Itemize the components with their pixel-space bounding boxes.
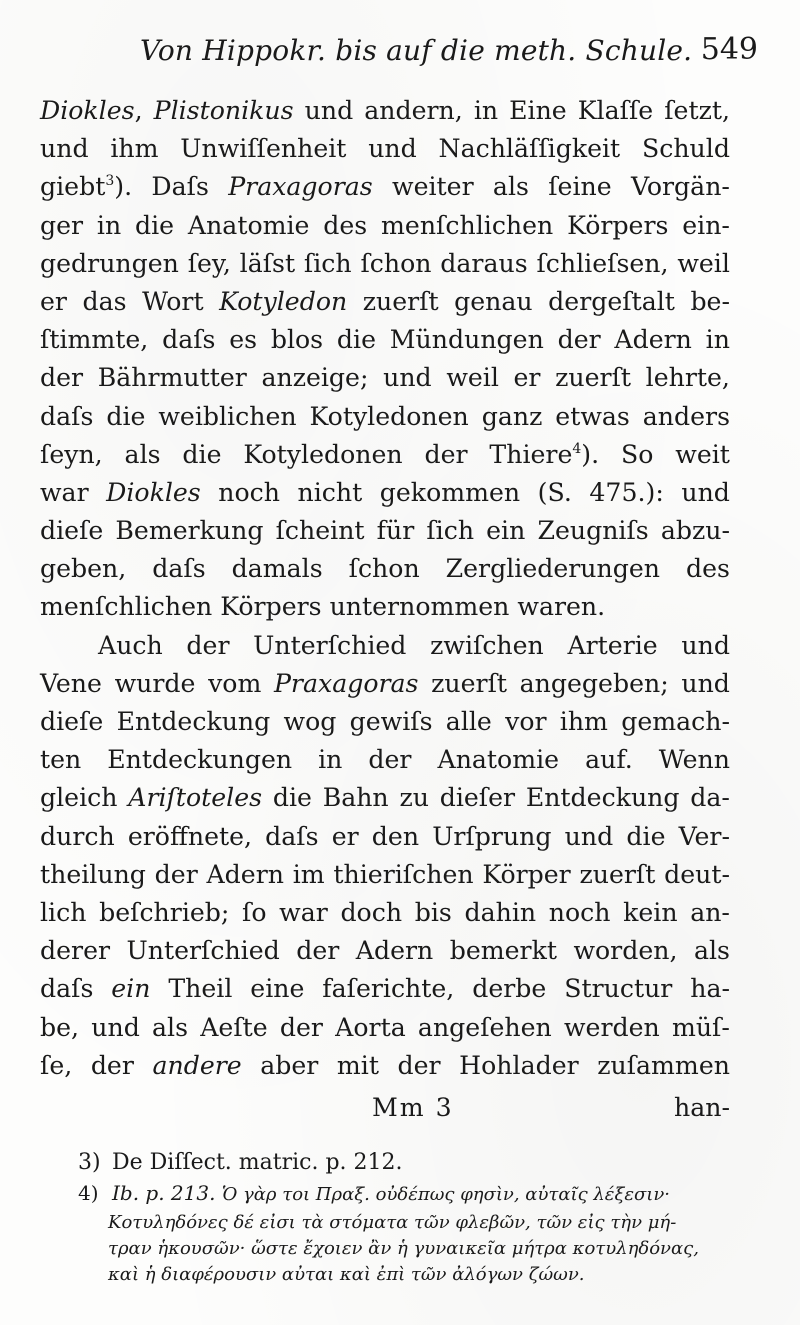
text-line (40, 970, 730, 1008)
text-line (40, 436, 730, 474)
footnote-mark: 3) (78, 1150, 101, 1175)
word: weiter (392, 172, 474, 202)
word: und (681, 630, 730, 660)
word: vom (208, 668, 262, 698)
word: und (564, 821, 614, 851)
word: weil (677, 248, 730, 278)
word: deut- (664, 859, 730, 889)
word: ten (40, 745, 82, 775)
word: Diokles (106, 477, 201, 507)
text-line (40, 283, 730, 321)
word: nicht (297, 477, 363, 507)
word: bemerkt (449, 936, 557, 966)
word: blos (270, 325, 324, 355)
word: Ver- (678, 821, 730, 851)
word: wurde (114, 668, 196, 698)
word: läſst (239, 248, 296, 278)
word: eine (250, 974, 305, 1004)
word: Vorgän- (630, 172, 730, 202)
word: der (279, 1012, 323, 1042)
word: Diokles, (40, 96, 143, 125)
word: Wenn (658, 745, 730, 775)
word: vor (505, 707, 547, 736)
word: ſo (242, 897, 267, 927)
footnote-reference-mark: 3 (105, 173, 115, 190)
text-line (40, 398, 730, 436)
word: und (91, 1012, 140, 1042)
word: zwiſchen (430, 630, 544, 660)
footnotes (78, 1148, 740, 1288)
word: der (424, 439, 468, 469)
text-segment: menſchlichen Körpers unternommen waren. (40, 592, 606, 622)
word: Unterſchied (253, 630, 407, 660)
word: ſe, (40, 1050, 73, 1080)
word: die (336, 325, 376, 355)
word: und (40, 134, 89, 164)
word: und (681, 668, 730, 698)
word: genau (454, 286, 533, 316)
text-line (40, 588, 730, 626)
footnote-mark: 4) (78, 1181, 99, 1205)
word: Kotyledonen (309, 401, 469, 431)
word: menſchlichen (381, 210, 554, 240)
word: Mündungen (389, 325, 544, 355)
word: und (383, 363, 432, 393)
word: Bahn (322, 783, 389, 813)
footnote-greek-line: Κοτυληδόνες δέ εἰσι τὰ στόματα τῶν φλεβῶν, τῶν εἰς τὴν μή- (108, 1212, 677, 1233)
word: der (368, 745, 412, 775)
word: für (376, 516, 415, 546)
footnote-4 (78, 1178, 740, 1288)
text-line (40, 207, 730, 245)
text-line (40, 932, 730, 970)
word: So (620, 439, 654, 469)
footnote-greek-line: Ὁ γὰρ τοι Πραξ. οὐδέπως φησὶν, αὐταῖς λέξεσιν· (221, 1184, 671, 1205)
word: daſs (265, 821, 319, 851)
word: Vene (40, 668, 102, 698)
word: daſs (40, 401, 94, 431)
text-line (40, 856, 730, 894)
footnote-text: De Diſſect. matric. p. 212. (112, 1150, 403, 1175)
word: gemach- (621, 707, 730, 736)
word: gleich (40, 783, 118, 813)
word: ſcheint (275, 516, 365, 546)
word: Anatomie (437, 745, 560, 775)
word: ſetzt, (664, 96, 730, 125)
word: und (681, 477, 730, 507)
word: zuerſt (431, 668, 508, 698)
word: gekommen (379, 477, 521, 507)
word: ſchlieſsen, (536, 248, 669, 278)
text-line (40, 627, 730, 665)
word: Theil (168, 974, 233, 1004)
word: lehrte, (645, 363, 730, 393)
text-line (40, 779, 730, 817)
word: dergeſtalt (548, 286, 675, 316)
word: kein (623, 897, 678, 927)
word: andern, (364, 96, 463, 125)
word: Wort (142, 286, 204, 316)
word: Schuld (641, 134, 730, 164)
word: be- (690, 286, 730, 316)
word: anzeige; (261, 363, 369, 393)
word: in (473, 96, 499, 125)
text-line (40, 512, 730, 550)
word: der (296, 936, 340, 966)
word: Klaſſe (577, 96, 654, 125)
word: in (318, 745, 343, 775)
word: da- (690, 783, 730, 813)
word: im (292, 859, 325, 889)
word: an- (690, 897, 730, 927)
text-line (40, 703, 730, 741)
word: ihm (110, 134, 159, 164)
word: derbe (472, 974, 547, 1004)
word: das (82, 286, 127, 316)
word: gedrungen (40, 248, 179, 278)
word: Entdeckung (525, 783, 680, 813)
word: er (513, 363, 541, 393)
word: Adern (355, 936, 434, 966)
word: gewiſs (349, 707, 433, 736)
word: ein (111, 974, 151, 1004)
word: Thiere$^4$). (489, 439, 600, 469)
word: in (96, 210, 122, 240)
text-line (40, 665, 730, 703)
word: mit (336, 1050, 379, 1080)
word: als (492, 172, 529, 202)
word: der (557, 325, 601, 355)
word: Nachläſſigkeit (438, 134, 621, 164)
signature-mark: Mm 3 (372, 1093, 454, 1122)
word: ihm (559, 707, 608, 736)
word: die (626, 821, 666, 851)
word: lich (40, 897, 87, 927)
word: der (186, 630, 230, 660)
word: noch (218, 477, 280, 507)
word: Daſs (151, 172, 209, 202)
word: und (304, 96, 354, 125)
word: alle (445, 707, 492, 736)
word: daſs (40, 974, 94, 1004)
text-line (40, 168, 730, 206)
word: eröffnete, (127, 821, 253, 851)
word: andere (152, 1050, 242, 1080)
word: die (182, 439, 222, 469)
word: der (154, 859, 198, 889)
word: daſs (152, 554, 206, 584)
word: Adern (206, 859, 284, 889)
word: auf. (585, 745, 633, 775)
word: wog (283, 707, 337, 736)
word: Auch (98, 630, 163, 660)
footnote-3 (78, 1148, 740, 1178)
word: ſich (426, 516, 475, 546)
word: Ariſtoteles (128, 783, 263, 813)
word: als (124, 439, 161, 469)
body-text (40, 92, 730, 1085)
word: zuerſt (555, 363, 632, 393)
word: es (229, 325, 258, 355)
word: ſchon (360, 248, 432, 278)
word: des (323, 210, 368, 240)
word: daſs (162, 325, 216, 355)
word: 475.): (589, 477, 664, 507)
word: zuſammen (597, 1050, 730, 1080)
word: dahin (464, 897, 537, 927)
word: angeſehen (417, 1012, 552, 1042)
word: müſ- (671, 1012, 730, 1042)
word: werden (563, 1012, 660, 1042)
word: abzu- (660, 516, 730, 546)
word: giebt$^3$). (40, 172, 133, 202)
word: ſchon (348, 554, 420, 584)
word: ganz (481, 401, 543, 431)
word: Unterſchied (126, 936, 280, 966)
footnote-greek-line: τραν ἡκουσῶν· ὥστε ἔχοιεν ἂν ἡ γυναικεῖα μήτρα κοτυληδόνας, (108, 1238, 699, 1259)
word: zu (399, 783, 429, 813)
word: Kotyledonen (243, 439, 403, 469)
word: etwas (555, 401, 630, 431)
page-header (140, 30, 758, 78)
text-line (40, 321, 730, 359)
word: ſeyn, (40, 439, 103, 469)
word: dieſe (40, 707, 104, 736)
word: dieſe (40, 516, 104, 546)
word: ger (40, 210, 84, 240)
word: Zeugniſs (537, 516, 649, 546)
word: anders (642, 401, 730, 431)
text-line (40, 1009, 730, 1047)
text-line (40, 474, 730, 512)
text-line (40, 818, 730, 856)
word: er (40, 286, 67, 316)
word: weit (675, 439, 730, 469)
word: beſchrieb; (99, 897, 230, 927)
word: geben, (40, 554, 127, 584)
word: Plistonikus (153, 96, 294, 125)
word: ſey, (187, 248, 231, 278)
word: Entdeckungen (107, 745, 293, 775)
word: Praxagoras (228, 172, 373, 202)
text-line (40, 359, 730, 397)
word: Aorta (335, 1012, 406, 1042)
word: ha- (690, 974, 730, 1004)
word: Adern (614, 325, 692, 355)
word: Structur (564, 974, 673, 1004)
word: als (693, 936, 730, 966)
word: der (40, 363, 84, 393)
word: der (397, 1050, 441, 1080)
word: Aeſte (200, 1012, 268, 1042)
word: ſeine (548, 172, 612, 202)
word: ſich (303, 248, 352, 278)
word: er (331, 821, 359, 851)
word: thieriſchen (333, 859, 474, 889)
word: zuerſt (362, 286, 439, 316)
footnote-reference-mark: 4 (572, 440, 582, 457)
word: damals (231, 554, 323, 584)
footnote-reference: Ib. p. 213. (112, 1181, 216, 1205)
text-line (40, 92, 730, 130)
word: Zergliederungen (445, 554, 660, 584)
word: Arterie (567, 630, 658, 660)
text-line (40, 550, 730, 588)
word: derer (40, 936, 111, 966)
word: Körpers (567, 210, 669, 240)
word: die (134, 210, 175, 240)
catchword: han- (674, 1093, 730, 1122)
page-number: 549 (700, 32, 758, 67)
word: war (40, 477, 89, 507)
word: theilung (40, 859, 146, 889)
word: bis (414, 897, 452, 927)
word: ſtimmte, (40, 325, 149, 355)
word: durch (40, 821, 115, 851)
word: und (368, 134, 417, 164)
text-line (40, 1047, 730, 1085)
word: dieſer (439, 783, 516, 813)
footnote-greek-line: καὶ ἡ διαφέρουσιν αὐται καὶ ἐπὶ τῶν ἀλόγων ζώων. (108, 1264, 585, 1285)
word: die (272, 783, 312, 813)
text-line (40, 245, 730, 283)
word: den (371, 821, 420, 851)
signature-line (40, 1089, 730, 1127)
word: ein- (682, 210, 730, 240)
word: Bemerkung (115, 516, 264, 546)
word: des (685, 554, 730, 584)
word: worden, (573, 936, 678, 966)
word: in (705, 325, 730, 355)
text-line (40, 894, 730, 932)
word: weil (446, 363, 499, 393)
word: aber (260, 1050, 319, 1080)
word: der (90, 1050, 134, 1080)
word: Bährmutter (97, 363, 247, 393)
word: Anatomie (187, 210, 310, 240)
word: als (152, 1012, 189, 1042)
word: Urſprung (432, 821, 552, 851)
word: Körper (482, 859, 571, 889)
word: daraus (440, 248, 528, 278)
word: Praxagoras (273, 668, 419, 698)
word: Unwiſſenheit (180, 134, 347, 164)
running-title: Von Hippokr. bis auf die meth. Schule. (140, 34, 693, 67)
word: (S. (537, 477, 572, 507)
word: weiblichen (158, 401, 297, 431)
text-line (40, 741, 730, 779)
word: ein (486, 516, 526, 546)
word: Entdeckung (116, 707, 271, 736)
word: angegeben; (519, 668, 669, 698)
word: Eine (509, 96, 567, 125)
word: be, (40, 1012, 80, 1042)
text-line (40, 130, 730, 168)
word: Hohlader (459, 1050, 579, 1080)
word: noch (548, 897, 611, 927)
word: Kotyledon (219, 286, 348, 316)
word: zuerſt (579, 859, 656, 889)
word: die (106, 401, 146, 431)
word: doch (340, 897, 403, 927)
word: faſerichte, (322, 974, 455, 1004)
word: war (279, 897, 328, 927)
